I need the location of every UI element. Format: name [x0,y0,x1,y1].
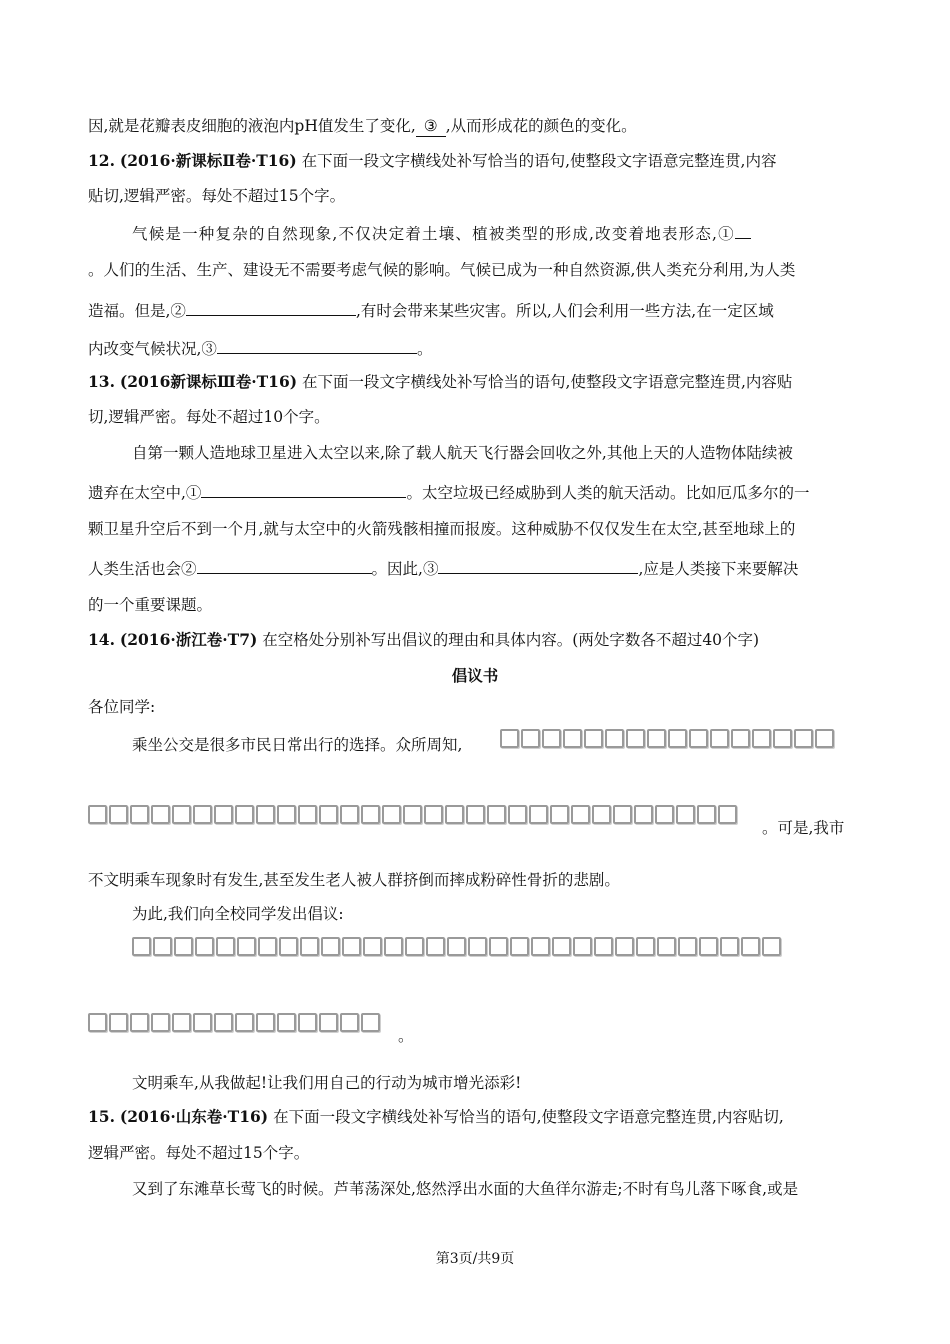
blank-1 [201,481,406,498]
proposal-text: 不文明乘车现象时有发生,甚至发生老人被人群挤倒而摔成粉碎性骨折的悲剧。 [88,871,620,889]
proposal-text: 。可是,我市 [762,819,845,837]
answer-box[interactable] [426,937,445,956]
passage-text: 。 [416,340,433,358]
proposal-line [88,870,620,890]
passage-line [132,443,793,463]
blank-3: ③ [416,116,446,137]
answer-box[interactable] [689,729,708,748]
answer-boxes-row-2 [88,804,739,824]
answer-box[interactable] [235,805,254,824]
proposal-title: 倡议书 [451,666,499,685]
answer-box[interactable] [529,805,548,824]
question-number: 12. [88,151,115,170]
answer-box[interactable] [773,729,792,748]
passage-text: 造福。但是,② [88,302,186,320]
answer-box[interactable] [258,937,277,956]
answer-box[interactable] [613,805,632,824]
question-text: 在下面一段文字横线处补写恰当的语句,使整段文字语意完整连贯,内容贴 [302,373,793,391]
answer-box[interactable] [277,805,296,824]
answer-box[interactable] [109,1013,128,1032]
answer-box[interactable] [550,805,569,824]
answer-box[interactable] [277,1013,296,1032]
answer-box[interactable] [508,805,527,824]
answer-box[interactable] [424,805,443,824]
answer-box[interactable] [510,937,529,956]
answer-box[interactable] [363,937,382,956]
answer-box[interactable] [88,1013,107,1032]
passage-line [88,481,809,503]
proposal-line [762,818,844,838]
answer-box[interactable] [489,937,508,956]
passage-text: 遗弃在太空中,① [88,484,202,502]
question-source: (2016·新课标Ⅱ卷·T16) [119,151,297,170]
proposal-line [398,1026,414,1046]
answer-box[interactable] [762,937,781,956]
answer-box[interactable] [542,729,561,748]
proposal-text: 文明乘车,从我做起!让我们用自己的行动为城市增光添彩! [132,1074,522,1092]
passage-text: 自第一颗人造地球卫星进入太空以来,除了载人航天飞行器会回收之外,其他上天的人造物体陆续被 [132,444,793,462]
answer-box[interactable] [300,937,319,956]
question-text: 贴切,逻辑严密。每处不超过15个字。 [88,187,346,205]
answer-boxes-row-1 [500,728,836,748]
text: 因,就是花瓣表皮细胞的液泡内pH值发生了变化, [88,117,416,135]
answer-box[interactable] [634,805,653,824]
question-text: 逻辑严密。每处不超过15个字。 [88,1144,310,1162]
blank-3 [217,337,417,354]
answer-box[interactable] [382,805,401,824]
answer-box[interactable] [361,1013,380,1032]
passage-line [132,222,751,244]
passage-text: 颗卫星升空后不到一个月,就与太空中的火箭残骸相撞而报废。这种威胁不仅仅发生在太空,甚至地球上的 [88,520,796,538]
answer-box[interactable] [563,729,582,748]
question-number: 15. [88,1107,115,1126]
answer-box[interactable] [678,937,697,956]
answer-box[interactable] [710,729,729,748]
answer-box[interactable] [657,937,676,956]
answer-box[interactable] [405,937,424,956]
answer-box[interactable] [697,805,716,824]
answer-box[interactable] [447,937,466,956]
passage-line [88,519,795,539]
answer-box[interactable] [235,1013,254,1032]
proposal-line [132,904,344,924]
proposal-text: 。 [398,1027,414,1045]
passage-line [88,337,432,359]
text: ,从而形成花的颜色的变化。 [445,117,637,135]
answer-box[interactable] [174,937,193,956]
box-group [132,936,783,956]
proposal-text: 为此,我们向全校同学发出倡议: [132,905,344,923]
answer-box[interactable] [298,1013,317,1032]
answer-box[interactable] [466,805,485,824]
box-group [88,1012,382,1032]
passage-text: 。太空垃圾已经威胁到人类的航天活动。比如厄瓜多尔的一 [406,484,810,502]
answer-box[interactable] [321,937,340,956]
passage-line [88,557,798,579]
blank-3 [438,557,638,574]
answer-box[interactable] [193,805,212,824]
answer-box[interactable] [88,805,107,824]
blank-2 [186,299,356,316]
answer-box[interactable] [552,937,571,956]
answer-box[interactable] [340,1013,359,1032]
answer-box[interactable] [668,729,687,748]
answer-box[interactable] [636,937,655,956]
answer-box[interactable] [720,937,739,956]
answer-box[interactable] [741,937,760,956]
question-13-stem-cont [88,407,330,427]
answer-box[interactable] [531,937,550,956]
answer-box[interactable] [676,805,695,824]
answer-box[interactable] [298,805,317,824]
answer-box[interactable] [132,937,151,956]
answer-box[interactable] [172,805,191,824]
answer-box[interactable] [153,937,172,956]
answer-box[interactable] [815,729,834,748]
answer-box[interactable] [151,1013,170,1032]
question-13-stem [88,372,792,392]
box-group [500,728,836,748]
passage-line [88,299,774,321]
question-14-stem [88,630,759,650]
greeting-text: 各位同学: [88,698,156,716]
box-group [88,804,739,824]
passage-text: 人类生活也会② [88,560,197,578]
passage-text: 气候是一种复杂的自然现象,不仅决定着土壤、植被类型的形成,改变着地表形态,① [132,225,735,243]
question-12-stem-cont [88,186,345,206]
answer-box[interactable] [594,937,613,956]
passage-text: 。人们的生活、生产、建设无不需要考虑气候的影响。气候已成为一种自然资源,供人类充分利用,为人类 [88,261,796,279]
answer-box[interactable] [521,729,540,748]
blank-1 [735,222,751,239]
passage-text: ,应是人类接下来要解决 [638,560,799,578]
answer-box[interactable] [361,805,380,824]
answer-box[interactable] [319,805,338,824]
question-source: (2016新课标Ⅲ卷·T16) [119,372,298,391]
passage-text: 内改变气候状况,③ [88,340,217,358]
proposal-closing [132,1073,521,1093]
answer-box[interactable] [445,805,464,824]
question-15-stem-cont [88,1143,309,1163]
passage-text: 又到了东滩草长莺飞的时候。芦苇荡深处,悠然浮出水面的大鱼徉尔游走;不时有鸟儿落下啄食,或是 [132,1180,799,1198]
answer-boxes-row-4 [88,1012,382,1032]
passage-text: ,有时会带来某些灾害。所以,人们会利用一些方法,在一定区域 [355,302,774,320]
answer-box[interactable] [340,805,359,824]
answer-box[interactable] [237,937,256,956]
passage-text: 的一个重要课题。 [88,596,213,614]
page-footer: 第3页/共9页 [435,1251,515,1267]
answer-box[interactable] [626,729,645,748]
answer-box[interactable] [172,1013,191,1032]
answer-box[interactable] [752,729,771,748]
question-12-stem [88,151,776,171]
question-number: 14. [88,630,115,649]
answer-box[interactable] [573,937,592,956]
answer-box[interactable] [655,805,674,824]
answer-box[interactable] [214,805,233,824]
text-line [88,116,637,137]
answer-box[interactable] [605,729,624,748]
answer-box[interactable] [487,805,506,824]
answer-box[interactable] [342,937,361,956]
answer-box[interactable] [468,937,487,956]
answer-box[interactable] [256,805,275,824]
proposal-text: 乘坐公交是很多市民日常出行的选择。众所周知, [132,736,463,754]
answer-box[interactable] [256,1013,275,1032]
answer-box[interactable] [731,729,750,748]
answer-box[interactable] [647,729,666,748]
answer-box[interactable] [319,1013,338,1032]
answer-box[interactable] [214,1013,233,1032]
answer-box[interactable] [794,729,813,748]
answer-box[interactable] [279,937,298,956]
answer-boxes-row-3 [132,936,783,956]
question-text: 在空格处分别补写出倡议的理由和具体内容。(两处字数各不超过40个字) [262,631,760,649]
greeting [88,697,155,717]
question-text: 在下面一段文字横线处补写恰当的语句,使整段文字语意完整连贯,内容贴切, [273,1108,784,1126]
answer-box[interactable] [130,1013,149,1032]
question-15-stem [88,1107,784,1127]
answer-box[interactable] [109,805,128,824]
passage-text: 。因此,③ [371,560,439,578]
answer-box[interactable] [216,937,235,956]
blank-2 [197,557,372,574]
question-text: 切,逻辑严密。每处不超过10个字。 [88,408,330,426]
answer-box[interactable] [699,937,718,956]
passage-line [88,260,795,280]
answer-box[interactable] [130,805,149,824]
answer-box[interactable] [403,805,422,824]
question-source: (2016·山东卷·T16) [119,1107,269,1126]
answer-box[interactable] [592,805,611,824]
answer-box[interactable] [615,937,634,956]
question-text: 在下面一段文字横线处补写恰当的语句,使整段文字语意完整连贯,内容 [301,152,777,170]
answer-box[interactable] [571,805,590,824]
answer-box[interactable] [384,937,403,956]
passage-line [88,595,212,615]
answer-box[interactable] [584,729,603,748]
passage-line [132,1179,798,1199]
answer-box[interactable] [195,937,214,956]
proposal-line [132,735,462,755]
question-source: (2016·浙江卷·T7) [119,630,258,649]
answer-box[interactable] [193,1013,212,1032]
question-number: 13. [88,372,115,391]
answer-box[interactable] [151,805,170,824]
answer-box[interactable] [718,805,737,824]
answer-box[interactable] [500,729,519,748]
